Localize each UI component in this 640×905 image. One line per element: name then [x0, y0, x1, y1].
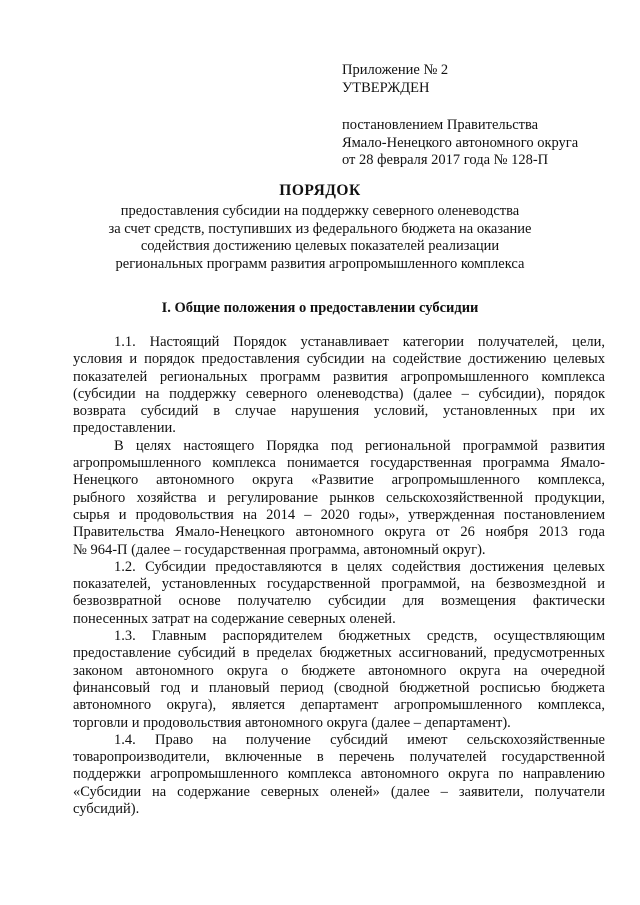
document-body [73, 334, 605, 818]
paragraph-line: В целях настоящего Порядка под региональной программой развития [114, 437, 605, 454]
paragraph-line: 1.2. Субсидии предоставляются в целях содействия достижения целевых [114, 558, 605, 575]
paragraph-line: Правительства Ямало-Ненецкого автономного округа от 26 ноября 2013 года [73, 524, 605, 541]
paragraph-line: субсидий). [73, 801, 140, 818]
paragraph-line: возврата субсидий в случае нарушения условий, установленных при их [73, 403, 605, 420]
paragraph-line: 1.4. Право на получение субсидий имеют сельскохозяйственные [114, 731, 605, 748]
paragraph [73, 732, 605, 818]
paragraph-line: законом автономного округа о бюджете автономного округа на очередной [73, 662, 605, 679]
paragraph-line: поддержки агропромышленного комплекса автономного округа по направлению [73, 766, 605, 783]
paragraph-line: 1.1. Настоящий Порядок устанавливает категории получателей, цели, [114, 334, 605, 350]
paragraph-line: товаропроизводители, включенные в перечень получателей государственной [73, 749, 605, 766]
subtitle-line: региональных программ развития агропромышленного комплекса [115, 255, 525, 272]
paragraph-line: предоставлении. [73, 420, 176, 437]
paragraph-line: предоставление субсидий в пределах бюджетных ассигнований, предусмотренных [73, 645, 605, 662]
appendix-label: Приложение № 2 [342, 62, 449, 78]
paragraph [73, 334, 605, 438]
paragraph-line: сырья и продовольствия на 2014 – 2020 годы», утвержденная постановлением [73, 506, 605, 523]
paragraph [73, 438, 605, 559]
subtitle-line: содействия достижению целевых показателей реализации [140, 238, 500, 254]
paragraph-line: безвозвратной основе получателю субсидии для возмещения фактически [73, 593, 605, 610]
paragraph-line: понесенных затрат на содержание северных оленей. [73, 610, 396, 627]
paragraph-line: условия и порядок предоставления субсидии на содействие достижению целевых [73, 351, 605, 368]
decree-line: от 28 февраля 2017 года № 128-П [342, 152, 549, 168]
approved-label: УТВЕРЖДЕН [342, 79, 430, 96]
section-heading: I. Общие положения о предоставлении субсидии [161, 300, 479, 316]
paragraph-line: Ненецкого автономного округа «Развитие агропромышленного комплекса, [73, 472, 605, 489]
approval-block [342, 62, 612, 170]
paragraph-line: (субсидии на поддержку северного оленеводства) (далее – субсидии), порядок [73, 385, 605, 402]
paragraph-line: показателей, установленных государственной программой, на безвозмездной и [73, 576, 605, 593]
paragraph-line: агропромышленного комплекса понимается государственная программа Ямало- [73, 455, 605, 472]
paragraph-line: показателей региональных программ развития агропромышленного комплекса [73, 368, 605, 385]
paragraph-line: торговли и продовольствия автономного округа (далее – департамент). [73, 714, 511, 731]
subtitle-line: за счет средств, поступивших из федерального бюджета на оказание [108, 220, 532, 237]
paragraph-line: № 964-П (далее – государственная программа, автономный округ). [73, 541, 486, 558]
paragraph [73, 628, 605, 732]
paragraph-line: рыбного хозяйства и регулирование рынков сельскохозяйственной продукции, [73, 489, 605, 506]
paragraph [73, 559, 605, 628]
decree-line: Ямало-Ненецкого автономного округа [342, 134, 579, 151]
decree-line: постановлением Правительства [342, 117, 539, 133]
paragraph-line: финансовый год и плановый период (сводной бюджетной росписью бюджета [73, 679, 605, 696]
document-title: ПОРЯДОК [279, 182, 361, 199]
paragraph-line: автономного округа), является департамент агропромышленного комплекса, [73, 697, 605, 714]
paragraph-line: 1.3. Главным распорядителем бюджетных средств, осуществляющим [114, 628, 605, 645]
document-subtitle [80, 203, 560, 273]
subtitle-line: предоставления субсидии на поддержку северного оленеводства [120, 203, 520, 219]
paragraph-line: «Субсидии на содержание северных оленей» (далее – заявители, получатели [73, 783, 605, 800]
